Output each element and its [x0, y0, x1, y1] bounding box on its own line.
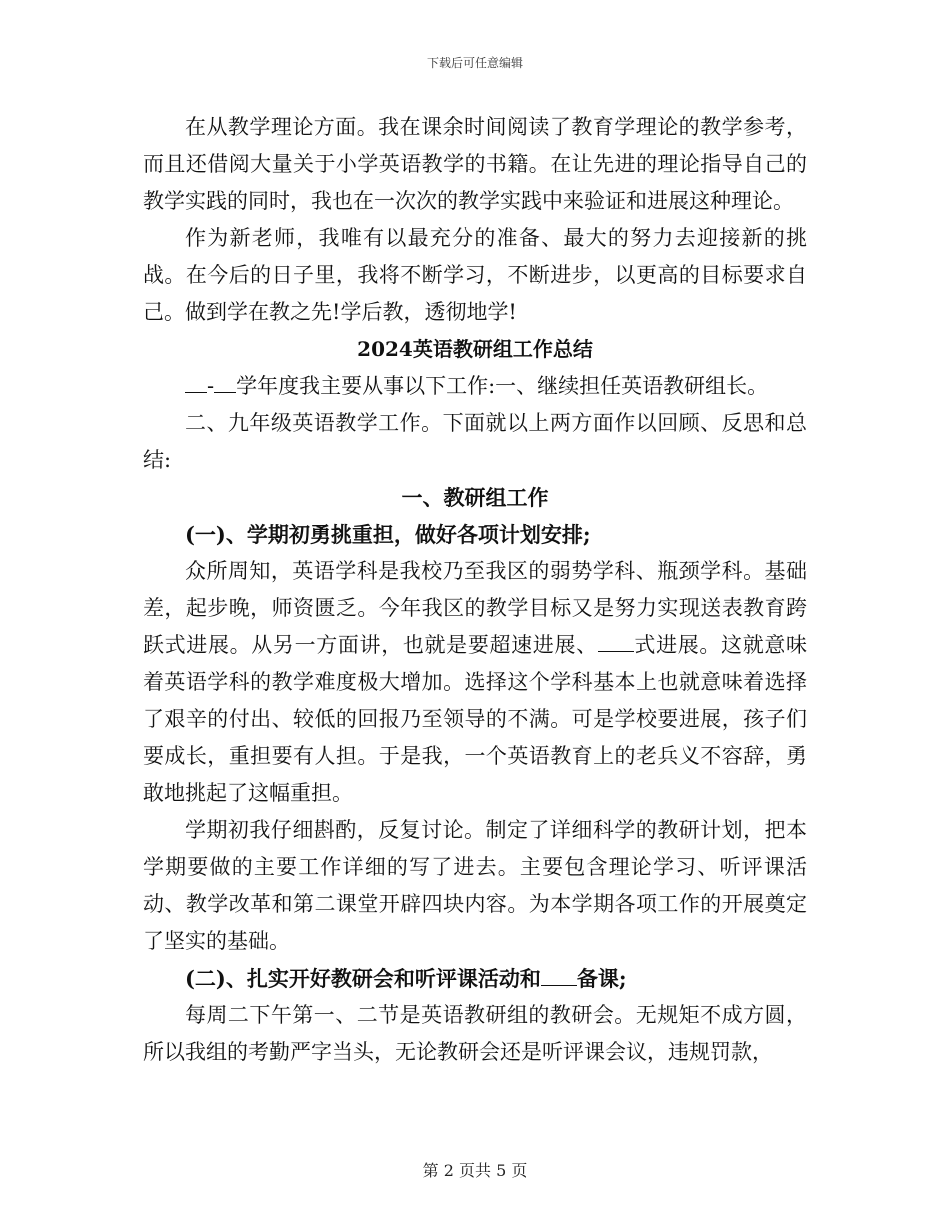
section-heading-teaching-research: 一、教研组工作 [401, 485, 549, 510]
paragraph-english-subject: 众所周知，英语学科是我校乃至我区的弱势学科、瓶颈学科。基础差，起步晚，师资匮乏。今年我区的教学目标又是努力实现送表教育跨跃式进展。从另一方面讲，也就是要超速进展、 式进展。这就意味着英语学科的教学难度极大增加。选择这个学科基本上也就意味着选择了艰辛的付出、较低的回报乃至领导的不满。可是学校要进展，孩子们要成长，重担要有人担。于是我，一个英语教育上的老兵义不容辞，勇敢地挑起了这幅重担。 [143, 559, 808, 805]
paragraph-ninth-grade: 二、九年级英语教学工作。下面就以上两方面作以回顾、反思和总结: [143, 411, 807, 472]
page-number: 第 2 页共 5 页 [422, 1161, 528, 1180]
paragraph-new-teacher: 作为新老师，我唯有以最充分的准备、最大的努力去迎接新的挑战。在今后的日子里，我将不断学习，不断进步，以更高的目标要求自己。做到学在教之先!学后教，透彻地学! [143, 226, 807, 324]
document-body [143, 109, 807, 1071]
subheading-plans: (一)、学期初勇挑重担，做好各项计划安排; [185, 522, 591, 547]
paragraph-theory: 在从教学理论方面。我在课余时间阅读了教育学理论的教学参考，而且还借阅大量关于小学英语教学的书籍。在让先进的理论指导自己的教学实践的同时，我也在一次次的教学实践中来验证和进展这种理论。 [143, 115, 807, 213]
document-title: 2024英语教研组工作总结 [357, 337, 593, 361]
blank-line [185, 374, 207, 393]
page-header-note: 下载后可任意编辑 [426, 56, 523, 70]
subheading-meetings: (二)、扎实开好教研会和听评课活动和 备课; [185, 966, 627, 991]
blank-line [214, 374, 236, 393]
blank-line [598, 633, 634, 652]
paragraph-weekly-meeting: 每周二下午第一、二节是英语教研组的教研会。无规矩不成方圆，所以我组的考勤严字当头，无论教研会还是听评课会议，违规罚款， [143, 1003, 807, 1064]
paragraph-semester-plan: 学期初我仔细斟酌，反复讨论。制定了详细科学的教研计划，把本学期要做的主要工作详细的写了进去。主要包含理论学习、听评课活动、教学改革和第二课堂开辟四块内容。为本学期各项工作的开展奠定了坚实的基础。 [143, 818, 807, 953]
paragraph-school-year: - 学年度我主要从事以下工作:一、继续担任英语教研组长。 [143, 368, 807, 405]
blank-line [541, 967, 577, 986]
